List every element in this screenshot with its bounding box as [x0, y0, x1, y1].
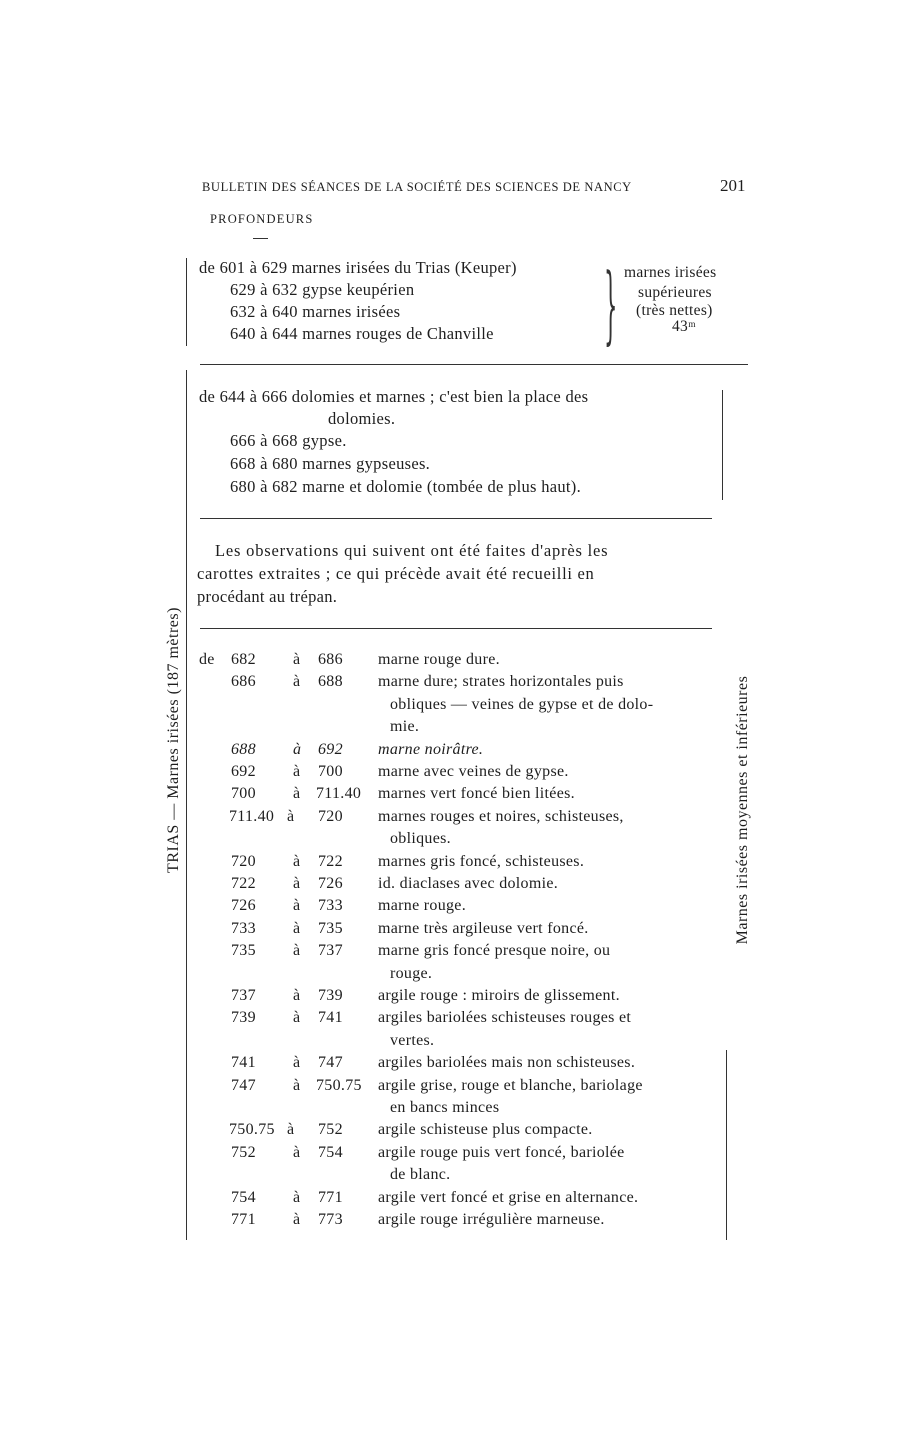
row-a: à	[293, 1009, 301, 1027]
marnes-vertical-label: Marnes irisées moyennes et inférieures	[734, 675, 751, 945]
row-from: 737	[231, 987, 256, 1004]
row-a: à	[293, 673, 301, 691]
row-description: marne gris foncé presque noire, ou	[378, 942, 611, 960]
row-a: à	[287, 1121, 295, 1139]
paragraph-divider	[200, 628, 712, 629]
row-from: 735	[231, 942, 256, 960]
paragraph-line-3: procédant au trépan.	[197, 587, 338, 606]
row-to: 692	[318, 740, 343, 758]
heading-dash	[253, 238, 268, 239]
profondeurs-label: PROFONDEURS	[210, 212, 314, 226]
row-from: 739	[231, 1009, 256, 1027]
row-to: 747	[318, 1054, 343, 1072]
trias-vertical-label: TRIAS — Marnes irisées (187 mètres)	[165, 607, 182, 873]
row-to: 750.75	[316, 1076, 362, 1094]
row-to: 735	[318, 919, 343, 937]
row-to: 752	[318, 1121, 343, 1139]
section1-left-rule	[186, 258, 187, 346]
row-from: 752	[231, 1143, 256, 1161]
row-from: 771	[231, 1211, 256, 1228]
row-description: marnes gris foncé, schisteuses.	[378, 852, 585, 870]
row-description: marne noirâtre.	[378, 740, 484, 758]
paragraph-line-2: carottes extraites ; ce qui précède avait été recueilli en	[197, 564, 595, 583]
row-de: de	[199, 651, 215, 668]
row-description: id. diaclases avec dolomie.	[378, 875, 559, 892]
row-a: à	[293, 852, 301, 870]
row-description: argile grise, rouge et blanche, bariolage	[378, 1076, 643, 1094]
row-description: argiles bariolées schisteuses rouges et	[378, 1009, 632, 1027]
row-a: à	[293, 1143, 301, 1161]
row-a: à	[287, 807, 295, 825]
row-to: 700	[318, 763, 343, 780]
section1-note-1: marnes irisées	[624, 264, 717, 281]
row-description: argile vert foncé et grise en alternance.	[378, 1188, 639, 1206]
row-to: 688	[318, 673, 343, 691]
row-from: 700	[231, 785, 256, 803]
row-to: 720	[318, 807, 343, 825]
row-description: argiles bariolées mais non schisteuses.	[378, 1054, 636, 1072]
row-a: à	[293, 763, 301, 780]
row-description: argile rouge puis vert foncé, bariolée	[378, 1143, 625, 1161]
row-a: à	[293, 919, 301, 937]
row-to: 741	[318, 1009, 343, 1027]
section1-brace: }	[604, 255, 618, 353]
row-to: 733	[318, 897, 343, 915]
row-description: argile rouge irrégulière marneuse.	[378, 1211, 605, 1228]
paragraph-line-1: Les observations qui suivent ont été faites d'après les	[215, 541, 609, 560]
row-description: en bancs minces	[390, 1098, 500, 1116]
trias-bracket-upper	[186, 370, 187, 1150]
row-description: vertes.	[390, 1031, 435, 1049]
trias-bracket-lower	[186, 1140, 187, 1240]
row-a: à	[293, 785, 301, 803]
row-description: argile rouge : miroirs de glissement.	[378, 987, 620, 1004]
page-number: 201	[720, 176, 746, 195]
section1-line-1: de 601 à 629 marnes irisées du Trias (Keuper)	[199, 258, 517, 277]
row-a: à	[293, 1054, 301, 1072]
row-from: 692	[231, 763, 256, 780]
row-a: à	[293, 875, 301, 892]
section1-line-3: 632 à 640 marnes irisées	[230, 302, 401, 321]
row-to: 773	[318, 1211, 343, 1228]
row-from: 682	[231, 651, 256, 668]
row-from: 733	[231, 919, 256, 937]
row-description: marne avec veines de gypse.	[378, 763, 569, 780]
row-a: à	[293, 1211, 301, 1228]
section2-line-1: de 644 à 666 dolomies et marnes ; c'est bien la place des	[199, 387, 589, 406]
section2-line-3: 666 à 668 gypse.	[230, 431, 347, 450]
row-from: 722	[231, 875, 256, 892]
row-a: à	[293, 1076, 301, 1094]
row-to: 686	[318, 651, 343, 668]
section2-line-5: 680 à 682 marne et dolomie (tombée de plus haut).	[230, 477, 582, 496]
row-description: marne dure; strates horizontales puis	[378, 673, 624, 691]
right-bracket-lower	[726, 1050, 727, 1240]
section1-line-2: 629 à 632 gypse keupérien	[230, 280, 415, 299]
row-from: 686	[231, 673, 256, 691]
row-description: obliques.	[390, 830, 451, 848]
row-a: à	[293, 897, 301, 915]
row-description: de blanc.	[390, 1166, 451, 1184]
section2-divider	[200, 518, 712, 519]
row-to: 726	[318, 875, 343, 892]
row-description: rouge.	[390, 964, 433, 982]
row-description: marne rouge dure.	[378, 651, 500, 668]
row-to: 739	[318, 987, 343, 1004]
row-a: à	[293, 740, 302, 758]
running-header: BULLETIN DES SÉANCES DE LA SOCIÉTÉ DES SCIENCES DE NANCY	[202, 180, 632, 194]
section1-line-4: 640 à 644 marnes rouges de Chanville	[230, 324, 494, 343]
row-from: 754	[231, 1188, 256, 1206]
row-description: marnes rouges et noires, schisteuses,	[378, 807, 624, 825]
row-from: 747	[231, 1076, 256, 1094]
row-from: 741	[231, 1054, 256, 1072]
section2-right-rule	[722, 390, 723, 500]
row-a: à	[293, 987, 301, 1004]
row-a: à	[293, 942, 301, 960]
row-description: marne très argileuse vert foncé.	[378, 919, 589, 937]
row-to: 722	[318, 852, 343, 870]
row-to: 711.40	[316, 785, 362, 803]
section1-divider	[200, 364, 748, 365]
section2-line-4: 668 à 680 marnes gypseuses.	[230, 454, 431, 473]
row-description: mie.	[390, 718, 420, 736]
row-from: 720	[231, 852, 256, 870]
row-description: argile schisteuse plus compacte.	[378, 1121, 593, 1139]
row-description: marnes vert foncé bien litées.	[378, 785, 575, 803]
section1-note-4: 43ᵐ	[672, 318, 696, 335]
row-to: 754	[318, 1143, 343, 1161]
row-to: 737	[318, 942, 343, 960]
row-description: marne rouge.	[378, 897, 467, 915]
row-a: à	[293, 1188, 301, 1206]
row-from: 711.40	[229, 807, 275, 825]
row-from: 750.75	[229, 1121, 275, 1139]
section1-note-3: (très nettes)	[636, 302, 713, 319]
row-description: obliques — veines de gypse et de dolo-	[390, 695, 654, 713]
row-to: 771	[318, 1188, 343, 1206]
row-from: 688	[231, 740, 256, 758]
row-from: 726	[231, 897, 256, 915]
section1-note-2: supérieures	[638, 284, 712, 301]
section2-line-2: dolomies.	[328, 409, 396, 428]
row-a: à	[293, 651, 301, 668]
